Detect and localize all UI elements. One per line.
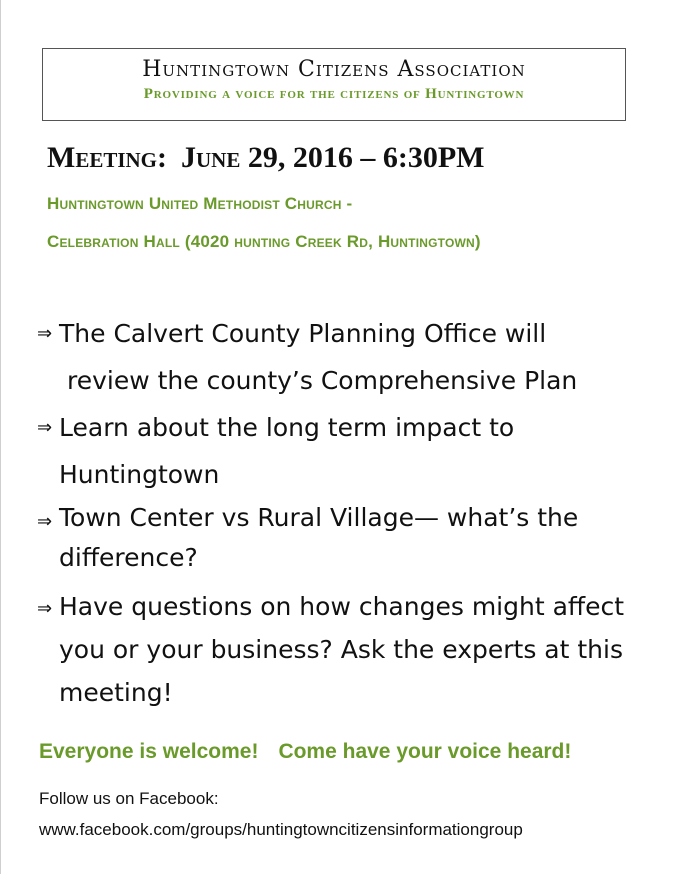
bullet-line: Have questions on how changes might affect: [59, 592, 625, 621]
arrow-icon: ⇒: [37, 323, 53, 344]
arrow-icon: ⇒: [37, 598, 53, 619]
welcome-text-1: Everyone is welcome!: [39, 740, 259, 763]
tagline: Providing a voice for the citizens of Huntingtown: [143, 86, 525, 102]
facebook-url: www.facebook.com/groups/huntingtowncitizensinformationgroup: [39, 820, 523, 839]
meeting-label: Meeting:: [47, 141, 167, 174]
bullet-line: The Calvert County Planning Office will: [59, 319, 547, 348]
arrow-icon: ⇒: [37, 511, 53, 532]
bullet-line: Huntingtown: [59, 460, 220, 489]
org-name: Huntingtown Citizens Association: [142, 57, 526, 82]
welcome-message: [39, 740, 571, 764]
venue-line-2: Celebration Hall (4020 hunting Creek Rd, Huntingtown): [47, 232, 481, 251]
bullet-line: you or your business? Ask the experts at this: [59, 635, 623, 664]
header-box: [42, 48, 626, 121]
meeting-line: [47, 141, 484, 175]
list-item: [37, 404, 657, 498]
arrow-icon: ⇒: [37, 417, 53, 438]
welcome-text-2: Come have your voice heard!: [278, 740, 572, 763]
venue-line-1: Huntingtown United Methodist Church -: [47, 194, 353, 213]
bullet-line: review the county’s Comprehensive Plan: [67, 366, 578, 395]
bullet-line: difference?: [59, 543, 198, 572]
bullet-line: Learn about the long term impact to: [59, 413, 515, 442]
list-item: [37, 498, 657, 585]
bullet-line: Town Center vs Rural Village— what’s the: [59, 503, 579, 532]
list-item: [37, 585, 657, 714]
bullet-line: meeting!: [59, 678, 173, 707]
list-item: [37, 310, 657, 404]
follow-text: Follow us on Facebook:: [39, 789, 219, 808]
agenda-list: [37, 310, 657, 714]
meeting-datetime: June 29, 2016 – 6:30PM: [181, 141, 485, 174]
